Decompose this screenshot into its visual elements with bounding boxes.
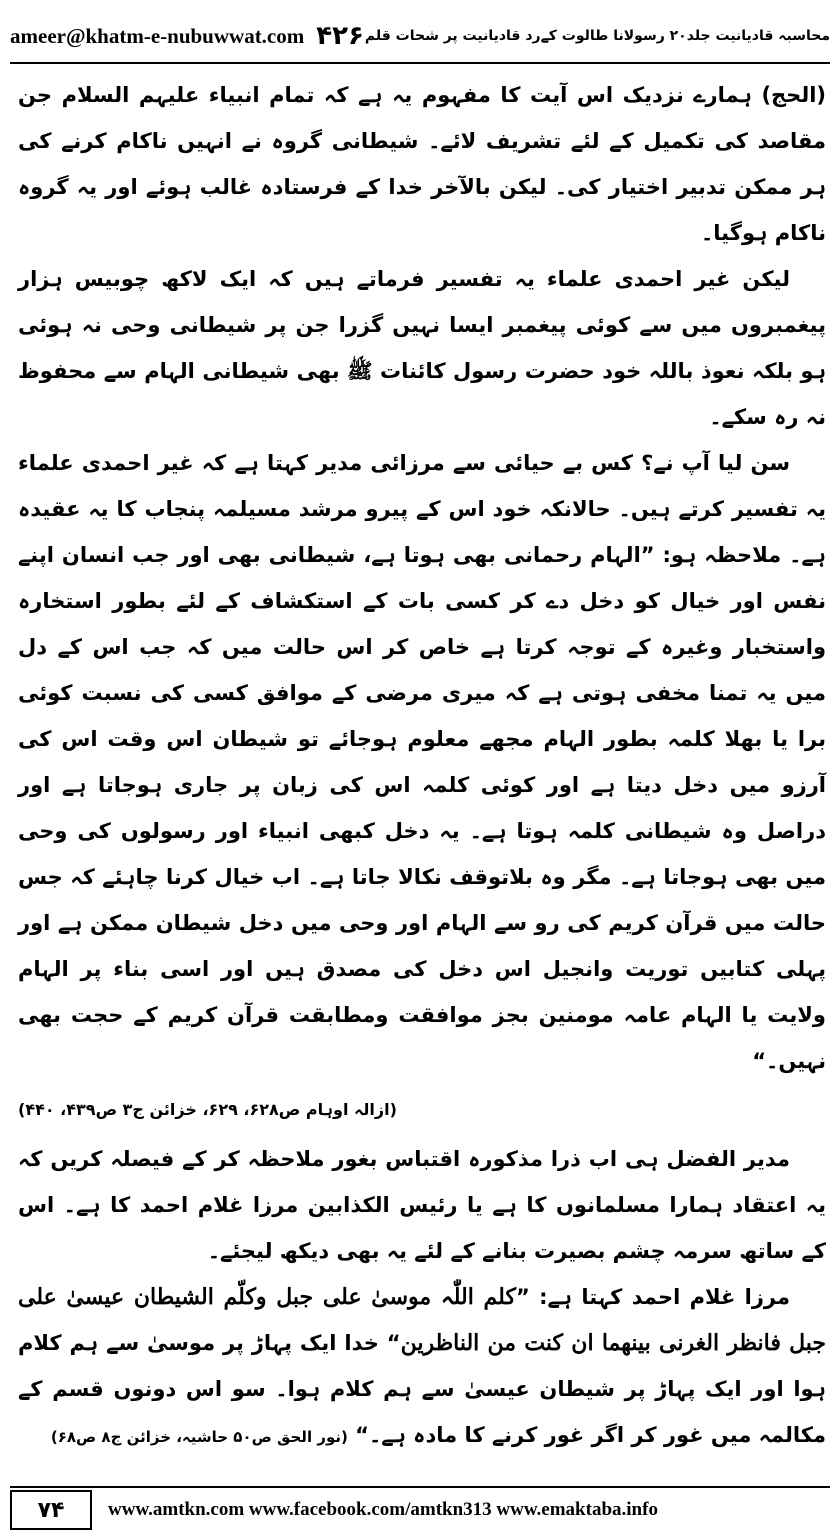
paragraph-5 <box>18 1274 826 1460</box>
paragraph-1: (الحج) ہمارے نزدیک اس آیت کا مفہوم یہ ہے کہ تمام انبیاء علیہم السلام جن مقاصد کی تکمیل کے لئے تشریف لائے۔ شیطانی گروہ نے انہیں ناکام کرنے کی ہر ممکن تدبیر اختیار کی۔ لیکن بالآخر خدا کے فرستادہ غالب ہوئے اور یہ گروہ ناکام ہوگیا۔ <box>18 83 826 245</box>
page-body <box>18 72 826 1460</box>
paragraph-3: سن لیا آپ نے؟ کس بے حیائی سے مرزائی مدیر کہتا ہے کہ غیر احمدی علماء یہ تفسیر کرتے ہیں۔ حالانکہ خود اس کے پیرو مرشد مسیلمہ پنجاب کا یہ عقیدہ ہے۔ ملاحظہ ہو: ”الہام رحمانی بھی ہوتا ہے، شیطانی بھی اور جب انسان اپنے نفس اور خیال کو دخل دے کر کسی بات کے استکشاف کے لئے بطور استخارہ واستخبار وغیرہ کے توجہ کرتا ہے خاص کر اس حالت میں کہ جب اس کے دل میں یہ تمنا مخفی ہوتی ہے کہ میری مرضی کے موافق کسی کی نسبت کوئی برا یا بھلا کلمہ بطور الہام مجھے معلوم ہوجائے تو شیطان اس وقت اس کی آرزو میں دخل دیتا ہے اور کوئی کلمہ اس کی زبان پر جاری ہوجاتا ہے اور دراصل وہ شیطانی کلمہ ہوتا ہے۔ یہ دخل کبھی انبیاء اور رسولوں کی وحی میں بھی ہوجاتا ہے۔ مگر وہ بلاتوقف نکالا جاتا ہے۔ اب خیال کرنا چاہئے کہ جس حالت میں قرآن کریم کی رو سے الہام اور وحی میں دخل شیطان ممکن ہے اور پہلی کتابیں توریت وانجیل اس دخل کی مصدق ہیں اور اسی بناء پر الہام ولایت یا الہام عامہ مومنین بجز موافقت ومطابقت قرآن کریم کے حجت بھی نہیں۔“ <box>18 451 826 1073</box>
paragraph-4: مدیر الفضل ہی اب ذرا مذکورہ اقتباس بغور ملاحظہ کر کے فیصلہ کریں کہ یہ اعتقاد ہمارا مسلمانوں کا ہے یا رئیس الکذابین مرزا غلام احمد کا ہے۔ اس کے ساتھ سرمہ چشم بصیرت بنانے کے لئے یہ بھی دیکھ لیجئے۔ <box>18 1147 826 1263</box>
header-page-number: ۴۲۶ <box>316 21 364 51</box>
page-header <box>10 14 830 58</box>
paragraph-2: لیکن غیر احمدی علماء یہ تفسیر فرماتے ہیں کہ ایک لاکھ چوبیس ہزار پیغمبروں میں سے کوئی پیغمبر ایسا نہیں گزرا جن پر شیطانی وحی نہ ہوئی ہو بلکہ نعوذ باللہ خود حضرت رسول کائنات ﷺ بھی شیطانی الہام سے محفوظ نہ رہ سکے۔ <box>18 267 826 429</box>
reference-1: (ازالہ اوہام ص۶۲۸، ۶۲۹، خزائن ج۳ ص۴۳۹، ۴۴۰) <box>18 1100 397 1119</box>
arabic-quote: کلم اللّٰہ موسیٰ علی جبل وکلّم الشیطان عیسیٰ علی جبل فانظر الغرنی بینھما ان کنت من الناظرین <box>18 1284 827 1356</box>
reference-2: (نور الحق ص۵۰ حاشیہ، خزائن ج۸ ص۶۸) <box>50 1428 348 1446</box>
header-email: ameer@khatm-e-nubuwwat.com <box>10 23 305 48</box>
paragraph-5-rest: “ خدا ایک پہاڑ پر موسیٰ سے ہم کلام ہوا اور ایک پہاڑ پر شیطان عیسیٰ سے ہم کلام ہوا۔ سو اس دونوں قسم کے مکالمہ میں غور کر اگر غور کرنے کا مادہ ہے۔“ <box>18 1331 826 1447</box>
footer-links: www.amtkn.com www.facebook.com/amtkn313 www.emaktaba.info <box>108 1499 658 1520</box>
header-rule <box>10 62 830 64</box>
footer-page-number: ۷۴ <box>10 1490 92 1530</box>
page-footer <box>10 1486 830 1532</box>
header-book-title: محاسبہ قادیانیت جلد۲۰ رسولانا طالوت کےرد قادیانیت پر شحات قلم <box>364 28 830 44</box>
paragraph-5-lead: مرزا غلام احمد کہتا ہے: ” <box>515 1285 790 1309</box>
